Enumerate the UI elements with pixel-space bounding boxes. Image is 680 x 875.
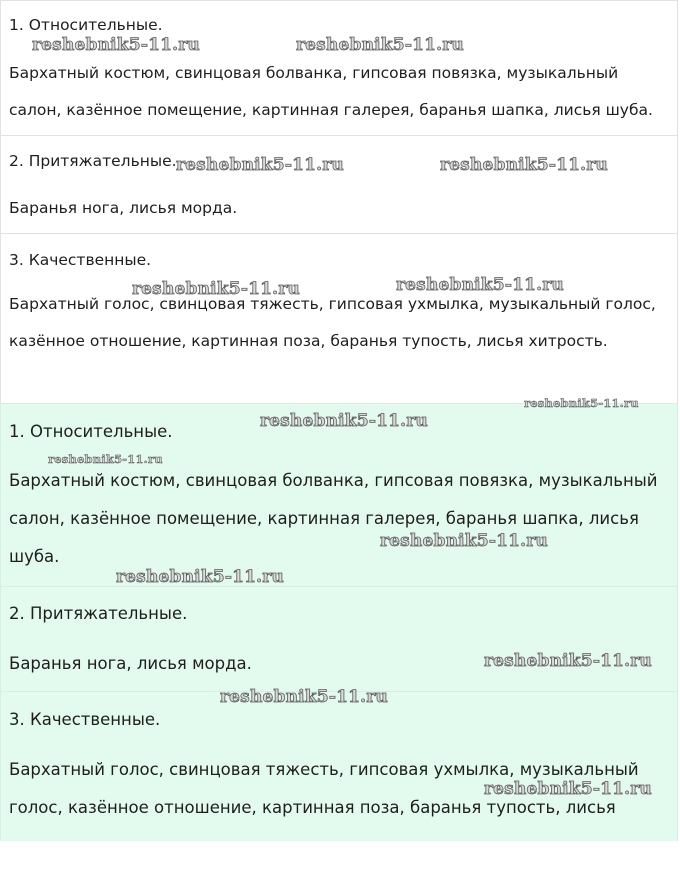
watermark: reshebnik5-11.ru [176,155,344,175]
answer-block-qualitative-1 [0,233,678,403]
watermark: reshebnik5-11.ru [116,567,284,587]
heading-qualitative: 3. Качественные. [9,710,161,729]
answer-block-qualitative-2 [0,691,678,841]
heading-possessive: 2. Притяжательные. [9,604,188,623]
heading-qualitative: 3. Качественные. [9,251,152,269]
watermark: reshebnik5-11.ru [484,651,652,671]
watermark: reshebnik5-11.ru [524,396,639,410]
watermark: reshebnik5-11.ru [260,411,428,431]
watermark: reshebnik5-11.ru [380,531,548,551]
watermark: reshebnik5-11.ru [48,452,163,466]
watermark: reshebnik5-11.ru [484,779,652,799]
watermark: reshebnik5-11.ru [396,275,564,295]
watermark: reshebnik5-11.ru [132,279,300,299]
heading-relative: 1. Относительные. [9,422,173,441]
heading-relative: 1. Относительные. [9,16,163,34]
answer-block-possessive-2 [0,586,678,691]
heading-possessive: 2. Притяжательные. [9,152,177,170]
watermark: reshebnik5-11.ru [32,35,200,55]
text-qualitative: Бархатный голос, свинцовая тяжесть, гипсовая ухмылка, музыкальный голос, казённое отношение, картинная поза, баранья тупость, лисья хитрость. [9,295,656,350]
watermark: reshebnik5-11.ru [220,687,388,707]
answer-block-possessive-1 [0,135,678,233]
watermark: reshebnik5-11.ru [296,35,464,55]
text-qualitative: Бархатный голос, свинцовая тяжесть, гипсовая ухмылка, музыкальный голос, казённое отношение, картинная поза, баранья тупость, лисья [9,760,639,817]
answer-block-relative-1 [0,0,678,135]
text-relative: Бархатный костюм, свинцовая болванка, гипсовая повязка, музыкальный салон, казённое помещение, картинная галерея, баранья шапка, лисья шуба. [9,471,658,566]
watermark: reshebnik5-11.ru [440,155,608,175]
text-possessive: Баранья нога, лисья морда. [9,199,238,217]
text-relative: Бархатный костюм, свинцовая болванка, гипсовая повязка, музыкальный салон, казённое помещение, картинная галерея, баранья шапка, лисья шуба. [9,64,653,119]
text-possessive: Баранья нога, лисья морда. [9,654,252,673]
